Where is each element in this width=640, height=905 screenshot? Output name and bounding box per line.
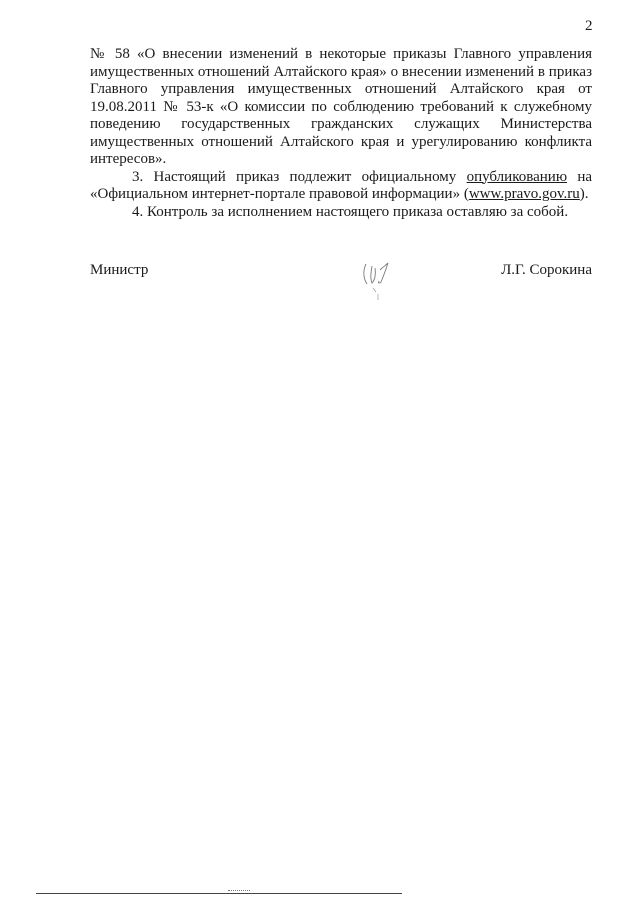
publication-underlined-word: опубликованию [466,168,568,185]
paragraph-3 [90,169,592,204]
handwritten-signature-icon [360,254,400,302]
paragraph-continuation: № 58 «О внесении изменений в некоторые приказы Главного управления имущественных отношений Алтайского края» о внесении изменений в приказ Главного управления имущественных отношений Алтайского края от 19.08.2011 № 53-к «О комиссии по соблюдению требований к служебному поведению государственных гражданских служащих Министерства имущественных отношений Алтайского края и урегулированию конфликта интересов». [90,46,592,167]
footer-divider [36,893,402,894]
page-number: 2 [585,18,593,34]
portal-url-link[interactable]: www.pravo.gov.ru [468,186,580,202]
paragraph-3-text-middle: на «Официальном интернет-портале правовой информации» ( [90,168,593,202]
signatory-title: Министр [90,262,149,278]
signature-block [90,262,592,302]
paragraph-3-text-start: 3. Настоящий приказ подлежит официальному [132,168,467,185]
footer-divider-mark [228,890,250,891]
signatory-name: Л.Г. Сорокина [501,262,592,278]
paragraph-4: 4. Контроль за исполнением настоящего приказа оставляю за собой. [132,203,569,220]
paragraph-3-text-end: ). [579,186,589,202]
document-body [90,46,592,221]
